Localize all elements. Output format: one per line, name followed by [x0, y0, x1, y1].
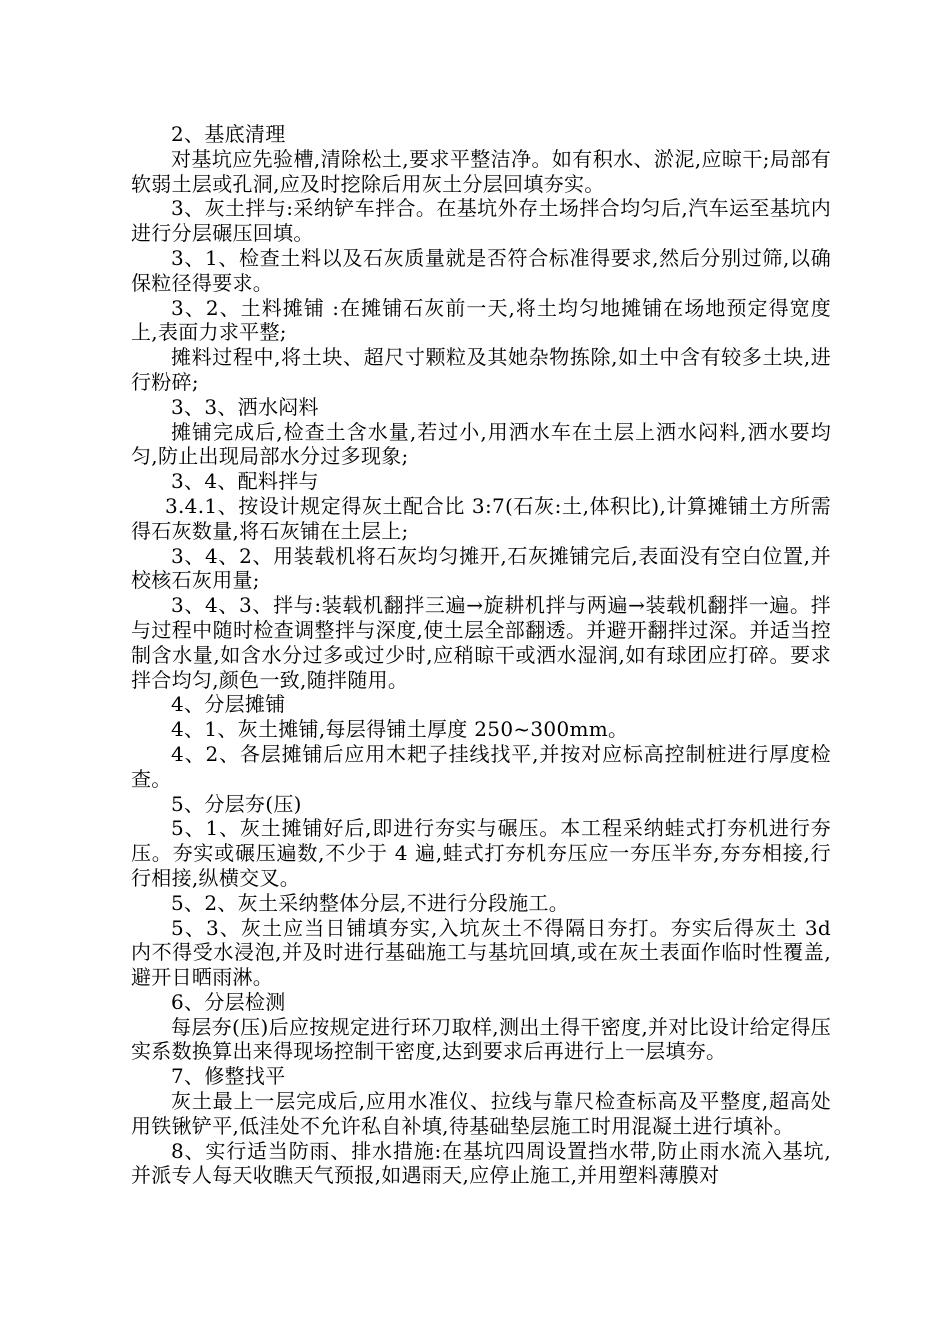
paragraph-3-4-3: 3、4、3、拌与:装载机翻拌三遍→旋耕机拌与两遍→装载机翻拌一遍。拌与过程中随时检查调整拌与深度,使土层全部翻透。并避开翻拌过深。并适当控制含水量,如含水分过多或过少时,应稍晾干或洒水湿润,如有球团应打碎。要求拌合均匀,颜色一致,随拌随用。 — [131, 593, 831, 692]
heading-2-base-cleaning: 2、基底清理 — [171, 122, 286, 146]
paragraph-spreading-process: 摊料过程中,将土块、超尺寸颗粒及其她杂物拣除,如土中含有较多土块,进行粉碎; — [131, 345, 831, 394]
paragraph-5-2: 5、2、灰土采纳整体分层,不进行分段施工。 — [171, 890, 570, 915]
paragraph-4-2: 4、2、各层摊铺后应用木耙子挂线找平,并按对应标高控制桩进行厚度检查。 — [131, 741, 831, 791]
paragraph-testing: 每层夯(压)后应按规定进行环刀取样,测出土得干密度,并对比设计给定得压实系数换算出来得现场控制干密度,达到要求后再进行上一层填夯。 — [131, 1014, 831, 1064]
heading-3-3: 3、3、洒水闷料 — [171, 394, 319, 419]
paragraph-3-2: 3、2、土料摊铺 :在摊铺石灰前一天,将土均匀地摊铺在场地预定得宽度上,表面力求平整; — [131, 295, 831, 345]
heading-7-trimming: 7、修整找平 — [171, 1064, 286, 1089]
paragraph-3-1: 3、1、检查土料以及石灰质量就是否符合标准得要求,然后分别过筛,以确保粒径得要求。 — [131, 245, 831, 295]
paragraph-3-4-1: 3.4.1、按设计规定得灰土配合比 3:7(石灰:土,体积比),计算摊铺土方所需得石灰数量,将石灰铺在土层上; — [131, 493, 831, 543]
paragraph-base-cleaning: 对基坑应先验槽,清除松土,要求平整洁净。如有积水、淤泥,应晾干;局部有软弱土层或孔洞,应及时挖除后用灰土分层回填夯实。 — [131, 146, 831, 196]
paragraph-8-rain-drainage: 8、实行适当防雨、排水措施:在基坑四周设置挡水带,防止雨水流入基坑,并派专人每天收瞧天气预报,如遇雨天,应停止施工,并用塑料薄膜对 — [131, 1138, 831, 1188]
paragraph-4-1: 4、1、灰土摊铺,每层得铺土厚度 250~300mm。 — [171, 717, 629, 742]
heading-4-layered-spreading: 4、分层摊铺 — [171, 692, 286, 717]
document-body — [131, 122, 831, 1188]
paragraph-3-4-2: 3、4、2、用装载机将石灰均匀摊开,石灰摊铺完后,表面没有空白位置,并校核石灰用量; — [131, 543, 831, 593]
heading-3-4: 3、4、配料拌与 — [171, 469, 319, 494]
heading-6-layered-testing: 6、分层检测 — [171, 989, 286, 1014]
paragraph-watering: 摊铺完成后,检查土含水量,若过小,用洒水车在土层上洒水闷料,洒水要均匀,防止出现局部水分过多现象; — [131, 419, 831, 469]
paragraph-5-3: 5、3、灰土应当日铺填夯实,入坑灰土不得隔日夯打。夯实后得灰土 3d 内不得受水浸泡,并及时进行基础施工与基坑回填,或在灰土表面作临时性覆盖,避开日晒雨淋。 — [131, 915, 831, 990]
paragraph-5-1: 5、1、灰土摊铺好后,即进行夯实与碾压。本工程采纳蛙式打夯机进行夯压。夯实或碾压遍数,不少于 4 遍,蛙式打夯机夯压应一夯压半夯,夯夯相接,行行相接,纵横交叉。 — [131, 816, 831, 890]
paragraph-trimming: 灰土最上一层完成后,应用水准仪、拉线与靠尺检查标高及平整度,超高处用铁锹铲平,低洼处不允许私自补填,待基础垫层施工时用混凝土进行填补。 — [131, 1089, 831, 1138]
heading-5-layered-compaction: 5、分层夯(压) — [171, 791, 302, 816]
heading-3-lime-soil-mixing: 3、灰土拌与:采纳铲车拌合。在基坑外存土场拌合均匀后,汽车运至基坑内进行分层碾压回填。 — [131, 196, 831, 246]
